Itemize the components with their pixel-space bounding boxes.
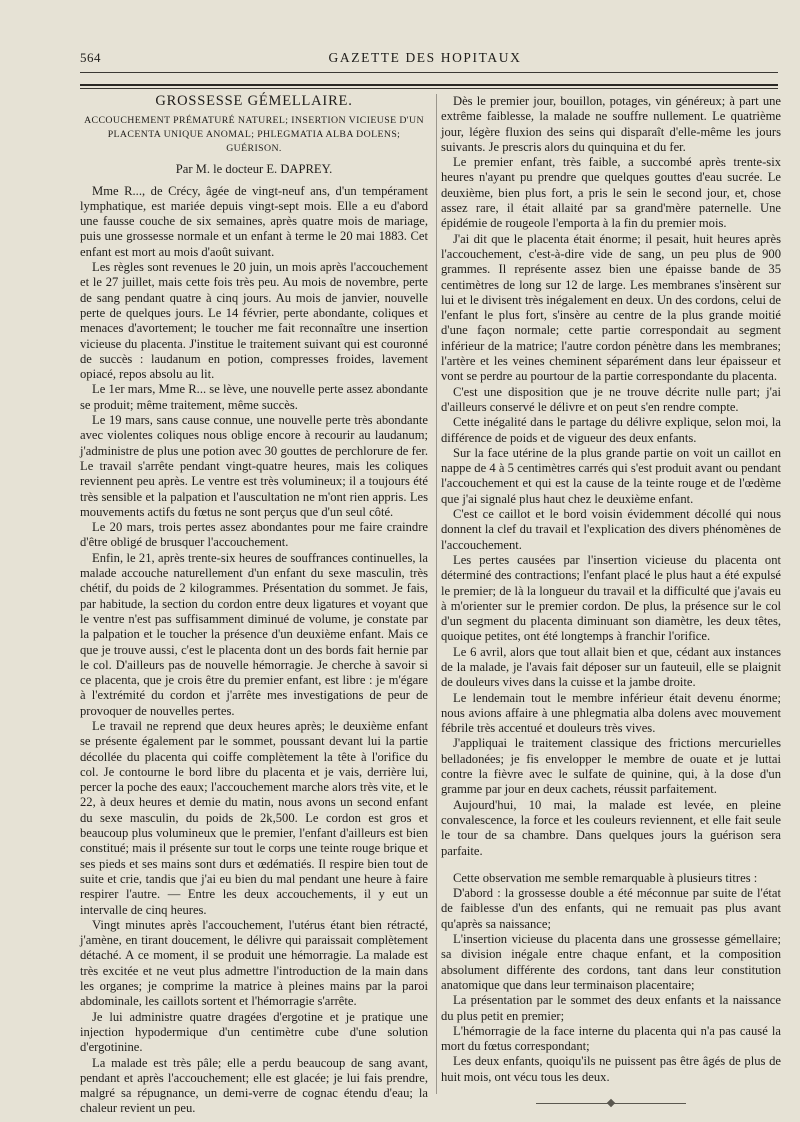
header-rule-top (80, 72, 778, 73)
paragraph: J'ai dit que le placenta était énorme; il pesait, huit heures après l'accouchement, c'est-à-dire vide de sang, un peu plus de 900 grammes. Il représente assez bien une épaisse bande de 35 centimètres de long sur 12 de large. Les membranes s'insèrent sur lui et le divisent très inégalement en deux. Un des cordons, celui de l'enfant le plus fort, s'insère au centre de la plus grande moitié d'une façon normale; cette partie correspondait au segment inférieur de la matrice; l'autre cordon pénètre dans les membranes; l'artère et les veines cheminent séparément dans leur épaisseur et vont se perdre au pourtour de la partie correspondante du placenta. (441, 231, 781, 384)
end-ornament (536, 1099, 686, 1107)
paragraph: Les règles sont revenues le 20 juin, un mois après l'accouchement et le 27 juillet, mais cette fois très peu. Au mois de novembre, perte de sang pendant quatre à cinq jours. Au mois de janvier, nouvelle perte de quelques jours. Le 14 février, perte abondante, coliques et menaces d'avortement; le toucher me fait reconnaître une insertion vicieuse du placenta. J'institue le traitement suivant qui est couronné de succès : laudanum en potion, compresses froides, lavement opiacé, repos absolu au lit. (80, 260, 428, 382)
paragraph: Le 1er mars, Mme R... se lève, une nouvelle perte assez abondante se produit; même traitement, même succès. (80, 382, 428, 412)
paragraph: Aujourd'hui, 10 mai, la malade est levée, en pleine convalescence, la force et les couleurs reviennent, et elle fait seule le tour de sa chambre. Dans quelques jours la guérison sera parfaite. (441, 797, 781, 858)
paragraph: C'est une disposition que je ne trouve décrite nulle part; j'ai d'ailleurs conservé le délivre et on peut s'en rendre compte. (441, 384, 781, 414)
left-column (80, 94, 428, 1117)
article-subtitle: ACCOUCHEMENT PRÉMATURÉ NATUREL; INSERTION VICIEUSE D'UN PLACENTA UNIQUE ANOMAL; PHLEGMATIA ALBA DOLENS; GUÉRISON. (84, 115, 424, 155)
page-header (80, 50, 770, 70)
paragraph: Sur la face utérine de la plus grande partie on voit un caillot en nappe de 4 à 5 centimètres carrés qui s'est produit avant ou pendant l'accouchement et qui est la cause de la teinte rouge et de l'œdème que j'ai signalé plus haut chez le deuxième enfant. (441, 445, 781, 506)
conclusion-intro: Cette observation me semble remarquable à plusieurs titres : (453, 870, 758, 885)
paragraph: Le premier enfant, très faible, a succombé après trente-six heures n'ayant pu prendre que quelques gouttes d'eau sucrée. Le deuxième, bien plus fort, a pris le sein le second jour, et, chose assez rare, il était allaité par sa grand'mère paternelle. Une épidémie de rougeole l'emporta à la fin du premier mois. (441, 155, 781, 231)
paragraph: Les pertes causées par l'insertion vicieuse du placenta ont déterminé des contractions; l'enfant placé le plus haut a été expulsé le premier; de là la longueur du travail et la difficulté que j'avais eu à m'orienter sur le premier cordon. De plus, la présence sur le col d'un segment du placenta diminuant son diamètre, les deux têtes, quoique petites, ont été longtemps à franchir l'orifice. (441, 552, 781, 644)
paragraph: Le lendemain tout le membre inférieur était devenu énorme; nous avions affaire à une phlegmatia alba dolens avec mouvement fébrile très accentué et douleurs très vives. (441, 690, 781, 736)
paragraph: C'est ce caillot et le bord voisin évidemment décollé qui nous donnent la clef du travail et l'explication des divers phénomènes de l'accouchement. (441, 507, 781, 552)
ornament-diamond-icon (607, 1099, 615, 1107)
conclusion-point: L'insertion vicieuse du placenta dans une grossesse gémellaire; sa division inégale entre chaque enfant, et la composition absolument différente des cordons, tant dans leur constitution anatomique que dans leur terminaison placentaire; (441, 932, 781, 992)
column-divider (436, 94, 437, 1094)
paragraph: Dès le premier jour, bouillon, potages, vin généreux; à part une extrême faiblesse, la malade ne souffre nullement. Le quatrième jour, légère fluxion des seins qui disparaît d'elle-même les jours suivants. Je prescris alors du quinquina et du fer. (441, 94, 781, 154)
article-byline: Par M. le docteur E. DAPREY. (175, 162, 333, 177)
header-rule-bottom (80, 88, 778, 89)
paragraph: Enfin, le 21, après trente-six heures de souffrances continuelles, la malade accouche naturellement d'un enfant du sexe masculin, très chétif, du poids de 2 kilogrammes. Présentation du sommet. Je fais, par habitude, la section du cordon entre deux ligatures et voyant que le ventre n'est pas suffisamment diminué de volume, je constate par la palpation et le toucher la présence d'un deuxième enfant. Mais ce que je trouve aussi, c'est le placenta dont un des bords fait hernie par le col. D'ailleurs pas de nouvelle hémorragie. Je cherche à savoir si ce placenta, que je crois être du premier enfant, est libre : je m'égare à l'extrémité du cordon et j'arrête mes investigations de peur de provoquer de nouvelles pertes. (80, 550, 428, 718)
paragraph: Le 20 mars, trois pertes assez abondantes pour me faire craindre d'être obligé de brusquer l'accouchement. (80, 520, 428, 550)
paragraph: Vingt minutes après l'accouchement, l'utérus étant bien rétracté, j'amène, en tirant doucement, le délivre qui paraissait complètement détaché. A ce moment, il se produit une hémorragie. La malade est très excitée et ne veut plus admettre l'introduction de la main dans les organes; je comprime la matrice à pleines mains par la paroi abdominale, les caillots sortent et l'hémorragie s'arrête. (80, 917, 428, 1009)
paragraph: La malade est très pâle; elle a perdu beaucoup de sang avant, pendant et après l'accouchement; elle est glacée; je lui fais prendre, malgré sa répugnance, un demi-verre de cognac étendu d'eau; la chaleur revient un peu. (80, 1055, 428, 1116)
paragraph: Le 6 avril, alors que tout allait bien et que, cédant aux instances de la malade, je l'avais fait déposer sur un fauteuil, elle se plaignit de douleurs vives dans la cuisse et la jambe droite. (441, 644, 781, 690)
paragraph: Je lui administre quatre dragées d'ergotine et je pratique une injection hypodermique d'un centimètre cube d'une solution d'ergotinine. (80, 1009, 428, 1055)
article-title: GROSSESSE GÉMELLAIRE. (155, 93, 353, 109)
conclusion-point: D'abord : la grossesse double a été méconnue par suite de l'état de faiblesse d'un des enfants, qui ne remuait pas plus avant qu'après sa naissance; (441, 886, 781, 931)
right-column (441, 94, 781, 1107)
paragraph: Le 19 mars, sans cause connue, une nouvelle perte très abondante avec violentes coliques nous oblige encore à recourir au laudanum; j'administre de plus une potion avec 30 gouttes de perchlorure de fer. Le travail s'arrête pendant vingt-quatre heures, mais les coliques reviennent peu après. Le ventre est très volumineux; il a toujours été très sensible et la palpation et l'auscultation ne m'ont rien appris. Les mouvements actifs du fœtus ne sont perçus que d'un seul côté. (80, 413, 428, 519)
page-number: 564 (80, 50, 101, 65)
paragraph: Cette inégalité dans le partage du délivre explique, selon moi, la différence de poids et de vigueur des deux enfants. (441, 415, 781, 445)
journal-title: GAZETTE DES HOPITAUX (328, 50, 522, 65)
conclusion-point: Les deux enfants, quoiqu'ils ne puissent pas être âgés de plus de huit mois, ont vécu tous les deux. (441, 1054, 781, 1084)
paragraph: J'appliquai le traitement classique des frictions mercurielles belladonées; je fis envelopper le membre de ouate et je luttai contre la fièvre avec le sulfate de quinine, qui, à la dose d'un gramme par jour en deux cachets, réussit parfaitement. (441, 736, 781, 797)
section-spacer (441, 859, 781, 871)
paragraph: Mme R..., de Crécy, âgée de vingt-neuf ans, d'un tempérament lymphatique, est mariée depuis vingt-sept mois. Elle a eu d'abord une fausse couche de six semaines, après quatre mois de mariage, puis une grossesse normale et un enfant à terme le 20 mai 1883. Cet enfant est mort au mois d'août suivant. (80, 183, 428, 259)
header-rule-thick (80, 84, 778, 86)
paragraph: Le travail ne reprend que deux heures après; le deuxième enfant se présente également par le sommet, poussant devant lui la partie décollée du placenta qui coiffe complètement la tête à l'orifice du col. Je contourne le bord libre du placenta et je vais, derrière lui, percer la poche des eaux; l'accouchement marche alors très vite, et le 22, à deux heures et demie du matin, nous avons un second enfant du sexe masculin, du poids de 2k,500. Le cordon est gros et beaucoup plus volumineux que le premier, l'enfant d'ailleurs est bien constitué; mais il présente sur tout le corps une teinte rouge brique et ses pieds et ses mains sont durs et œdématiés. Il respire bien tout de suite et crie, tandis que j'ai eu bien du mal pendant une heure à faire respirer l'autre. — Entre les deux accouchements, il y eut un intervalle de cinq heures. (80, 718, 428, 917)
conclusion-point: La présentation par le sommet des deux enfants et la naissance du plus petit en premier; (441, 993, 781, 1023)
conclusion-point: L'hémorragie de la face interne du placenta qui n'a pas causé la mort du fœtus correspondant; (441, 1023, 781, 1054)
